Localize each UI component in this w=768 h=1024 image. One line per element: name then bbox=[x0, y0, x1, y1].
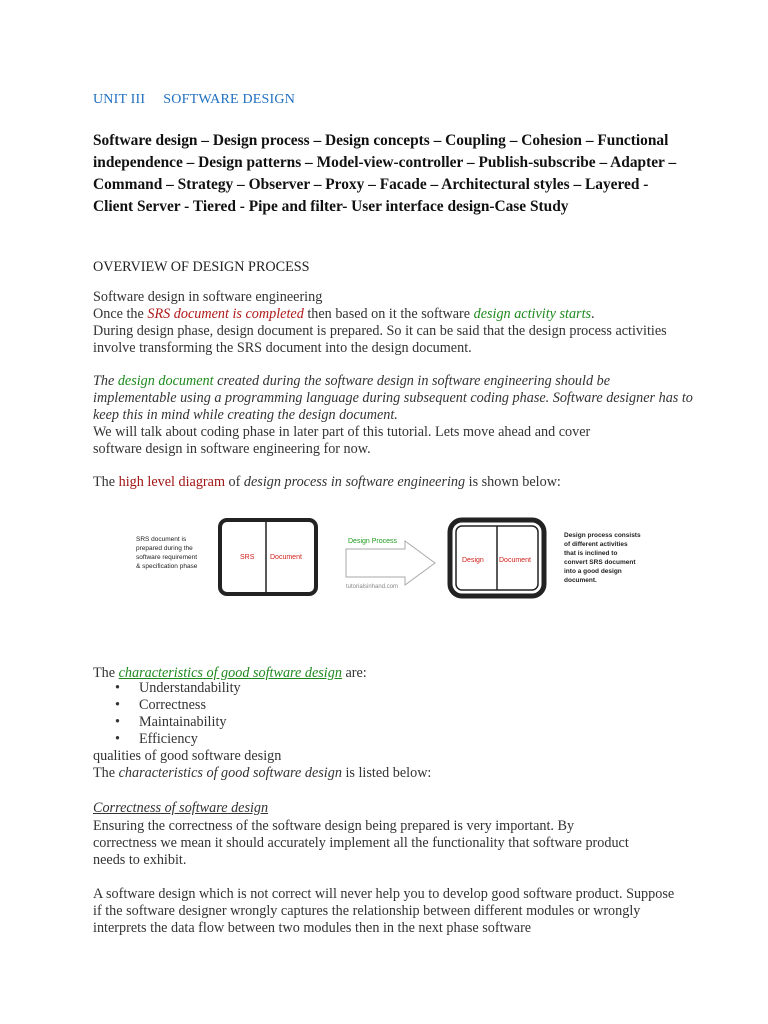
design-box-document-label: Document bbox=[499, 557, 531, 564]
overview-subheading: Software design in software engineering bbox=[93, 289, 323, 305]
design-document-note bbox=[93, 373, 693, 424]
list-item: • Maintainability bbox=[115, 714, 241, 731]
arrow-label: Design Process bbox=[348, 538, 398, 545]
right-note-line: of different activities bbox=[564, 541, 628, 548]
overview-paragraph-1 bbox=[93, 289, 693, 357]
text-run: The bbox=[93, 373, 118, 389]
left-note bbox=[136, 536, 198, 570]
design-activity-highlight: design activity starts bbox=[473, 306, 592, 322]
overview-heading: OVERVIEW OF DESIGN PROCESS bbox=[93, 259, 310, 275]
list-item: • Correctness bbox=[115, 697, 241, 714]
characteristics-link[interactable]: characteristics of good software design bbox=[118, 665, 342, 681]
design-process-arrow bbox=[346, 538, 435, 590]
characteristics-phrase: characteristics of good software design bbox=[118, 765, 342, 781]
right-note-line: convert SRS document bbox=[564, 559, 636, 566]
high-level-diagram-link[interactable]: high level diagram bbox=[118, 474, 225, 490]
list-item: • Efficiency bbox=[115, 731, 241, 748]
qualities-line: qualities of good software design bbox=[93, 748, 282, 764]
characteristics-listed-line bbox=[93, 765, 693, 782]
coding-phase-text: We will talk about coding phase in later part of this tutorial. Lets move ahead and cover software design in software engineering for now. bbox=[93, 424, 591, 457]
watermark: tutorialsinhand.com bbox=[346, 584, 399, 590]
left-note-line: prepared during the bbox=[136, 545, 193, 552]
left-note-line: & specification phase bbox=[136, 563, 198, 570]
text-run: then based on it the software bbox=[303, 306, 474, 322]
text-run: Once the bbox=[93, 306, 148, 322]
characteristics-after bbox=[93, 748, 693, 782]
correctness-heading: Correctness of software design bbox=[93, 800, 269, 816]
right-note-line: document. bbox=[564, 577, 597, 584]
characteristics-list bbox=[115, 680, 241, 748]
srs-box-label: SRS bbox=[240, 554, 255, 561]
overview-paragraph-2 bbox=[93, 373, 693, 458]
srs-document-box bbox=[220, 520, 316, 594]
text-run: is shown below: bbox=[465, 474, 561, 490]
left-note-line: SRS document is bbox=[136, 536, 187, 543]
correctness-paragraph-1: Ensuring the correctness of the software design being prepared is very important. By correctness we mean it should accurately implement all the functionality that software product needs to exhibit. bbox=[93, 818, 629, 868]
right-note-line: that is inclined to bbox=[564, 550, 618, 557]
text-run: The bbox=[93, 474, 119, 490]
srs-highlight: SRS document is completed bbox=[147, 306, 304, 322]
text-run: created during the software design in software engineering should be implementable using a programming language during subsequent coding phase. Software designer has to keep this in mind while creating the design document. bbox=[93, 373, 693, 423]
design-document-link[interactable]: design document bbox=[117, 373, 214, 389]
right-note-line: Design process consists bbox=[564, 532, 641, 539]
design-box-label: Design bbox=[462, 557, 484, 564]
right-note bbox=[564, 532, 641, 584]
srs-box-document-label: Document bbox=[270, 554, 302, 561]
unit-topics: Software design – Design process – Design concepts – Coupling – Cohesion – Functional independence – Design patterns – Model-view-controller – Publish-subscribe – Adapter – Command – Strategy – Observer – Proxy – Facade – Architectural styles – Layered - Client Server - Tiered - Pipe and filter- User interface design-Case Study bbox=[93, 132, 677, 215]
list-item: • Understandability bbox=[115, 680, 241, 697]
design-phase-text: During design phase, design document is prepared. So it can be said that the design process activities involve transforming the SRS document into the design document. bbox=[93, 323, 667, 356]
design-document-box bbox=[450, 520, 544, 596]
left-note-line: software requirement bbox=[136, 554, 198, 561]
text-run: The bbox=[93, 665, 119, 681]
unit-title: SOFTWARE DESIGN bbox=[163, 92, 296, 107]
design-process-diagram bbox=[120, 514, 660, 604]
unit-label: UNIT III bbox=[93, 92, 146, 107]
unit-heading bbox=[93, 92, 295, 108]
right-note-line: into a good design bbox=[564, 568, 622, 575]
overview-paragraph-3 bbox=[93, 474, 693, 491]
text-run: of bbox=[224, 474, 244, 490]
design-process-phrase: design process in software engineering bbox=[243, 474, 466, 490]
text-run: are: bbox=[341, 665, 367, 681]
text-run: . bbox=[591, 306, 595, 322]
srs-line bbox=[93, 306, 693, 323]
text-run: The bbox=[93, 765, 119, 781]
text-run: is listed below: bbox=[341, 765, 432, 781]
correctness-paragraph-2: A software design which is not correct will never help you to develop good software product. Suppose if the software designer wrongly captures the relationship between different modules or wrongly interprets the data flow between two modules then in the next phase software bbox=[93, 886, 675, 936]
